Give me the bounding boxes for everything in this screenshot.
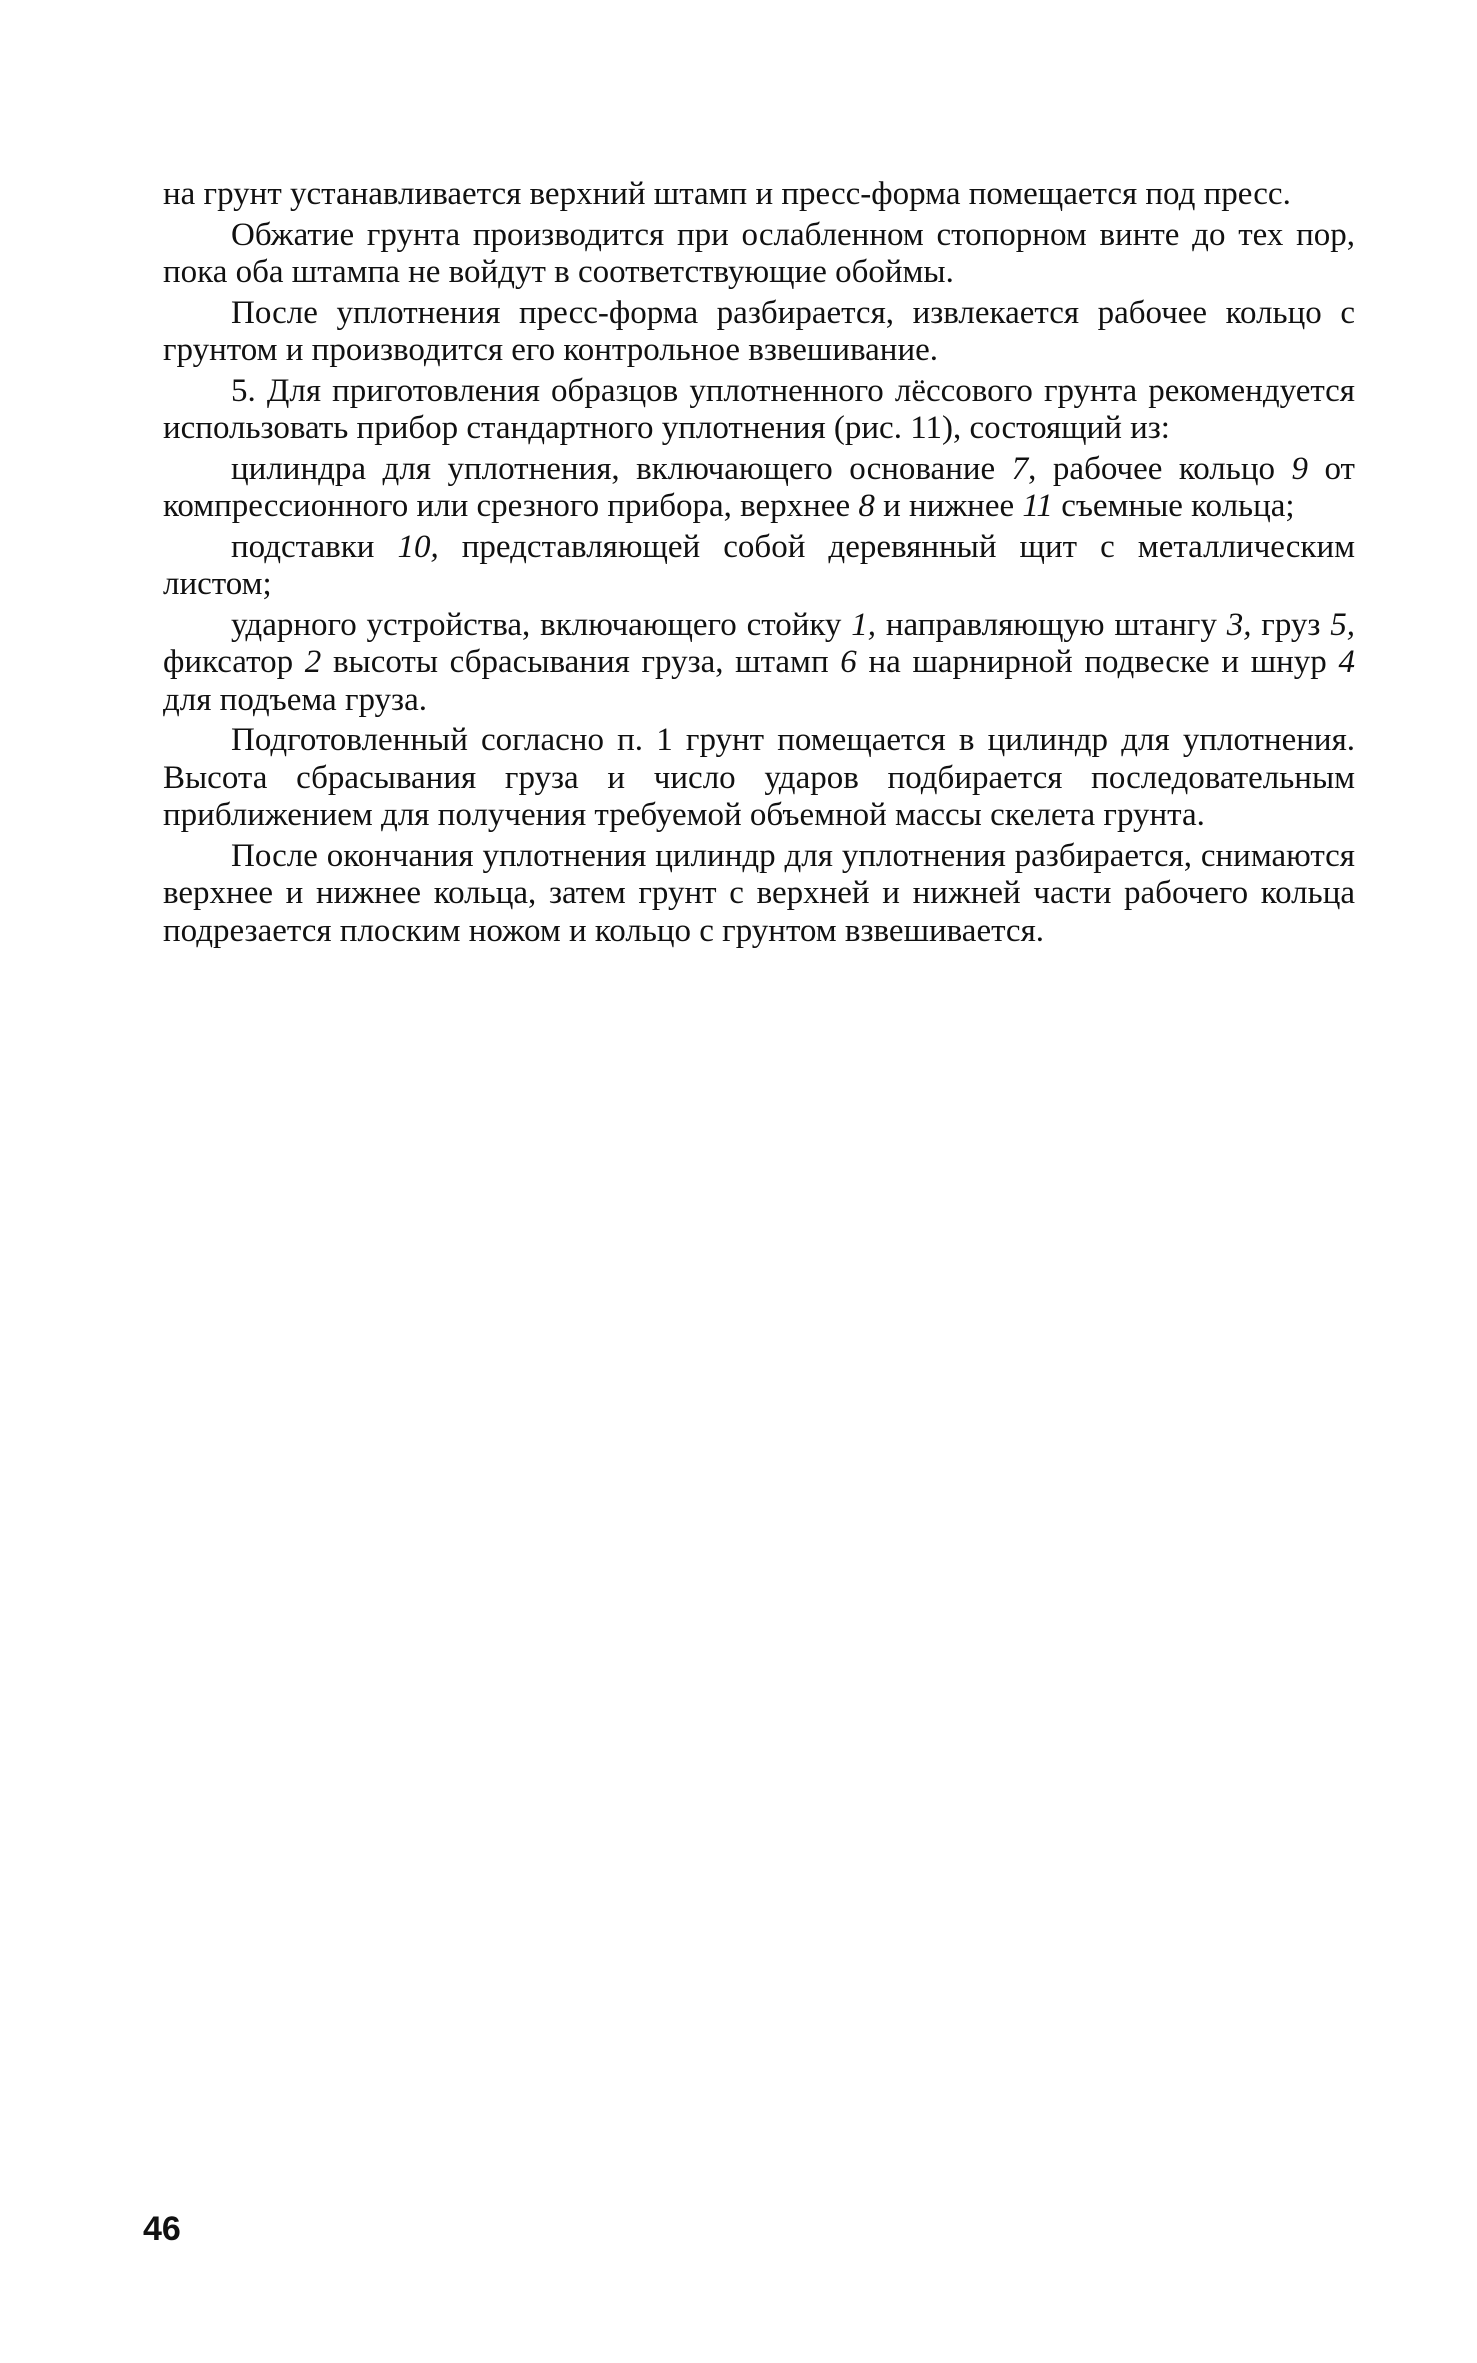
paragraph-text: 5. Для приготовления образцов уплотненного лёссового грунта рекомендуется использовать прибор стандартного уплотнения (рис. 11), состоящий из:: [163, 372, 1355, 446]
paragraph: [163, 176, 1355, 214]
paragraph: [163, 529, 1355, 604]
paragraph-text: фиксатор: [163, 644, 305, 680]
page-number: 46: [143, 2210, 181, 2248]
figure-reference-number: 10,: [397, 528, 439, 565]
paragraph-text: на шарнирной подвеске и шнур: [856, 644, 1339, 680]
paragraph-text: После уплотнения пресс-форма разбирается, извлекается рабочее кольцо с грунтом и производится его контрольное взвешивание.: [163, 294, 1355, 368]
figure-reference-number: 1,: [851, 606, 876, 643]
paragraph-text: ударного устройства, включающего стойку: [231, 606, 852, 643]
paragraph-text: Подготовленный согласно п. 1 грунт помещается в цилиндр для уплотнения. Высота сбрасывания груза и число ударов подбирается последовательным приближением для получения требуемой объемной массы скелета грунта.: [163, 722, 1355, 833]
paragraph-text: съемные кольца;: [1052, 488, 1295, 524]
paragraph: [163, 722, 1355, 835]
paragraph-text: Обжатие грунта производится при ослабленном стопорном винте до тех пор, пока оба штампа не войдут в соответствующие обоймы.: [163, 216, 1355, 290]
paragraph: [163, 217, 1355, 292]
paragraph-text: После окончания уплотнения цилиндр для уплотнения разбирается, снимаются верхнее и нижнее кольца, затем грунт с верхней и нижней части рабочего кольца подрезается плоским ножом и кольцо с грунтом взвешивается.: [163, 837, 1355, 949]
paragraph-text: от компрессионного или срезного прибора, верхнее: [163, 450, 1355, 524]
paragraph-text: груз: [1251, 606, 1331, 643]
paragraph-text: , рабочее кольцо: [1028, 450, 1292, 487]
paragraph-text: цилиндра для уплотнения, включающего основание: [231, 450, 1012, 487]
paragraph-text: на грунт устанавливается верхний штамп и пресс-форма помещается под пресс.: [163, 176, 1291, 212]
paragraph: [163, 295, 1355, 370]
figure-reference-number: 4: [1338, 644, 1355, 680]
figure-reference-number: 9: [1291, 450, 1308, 487]
paragraph-text: для подъема груза.: [163, 681, 427, 718]
paragraph-text: и нижнее: [874, 488, 1023, 524]
figure-reference-number: 5,: [1330, 606, 1355, 643]
body-text: [163, 176, 1355, 950]
figure-reference-number: 6: [840, 644, 857, 680]
paragraph-text: подставки: [231, 528, 398, 565]
figure-reference-number: 3,: [1226, 606, 1252, 643]
paragraph-text: высоты сбрасывания груза, штамп: [321, 644, 841, 680]
paragraph: [163, 451, 1355, 526]
figure-reference-number: 8: [858, 488, 875, 524]
paragraph: [163, 607, 1355, 720]
paragraph: [163, 373, 1355, 448]
paragraph: [163, 838, 1355, 951]
figure-reference-number: 2: [304, 644, 322, 680]
paragraph-text: представляющей собой деревянный щит с металлическим листом;: [163, 528, 1355, 602]
paragraph-text: направляющую штангу: [876, 606, 1227, 643]
figure-reference-number: 11: [1022, 488, 1053, 524]
figure-reference-number: 7: [1011, 450, 1029, 487]
